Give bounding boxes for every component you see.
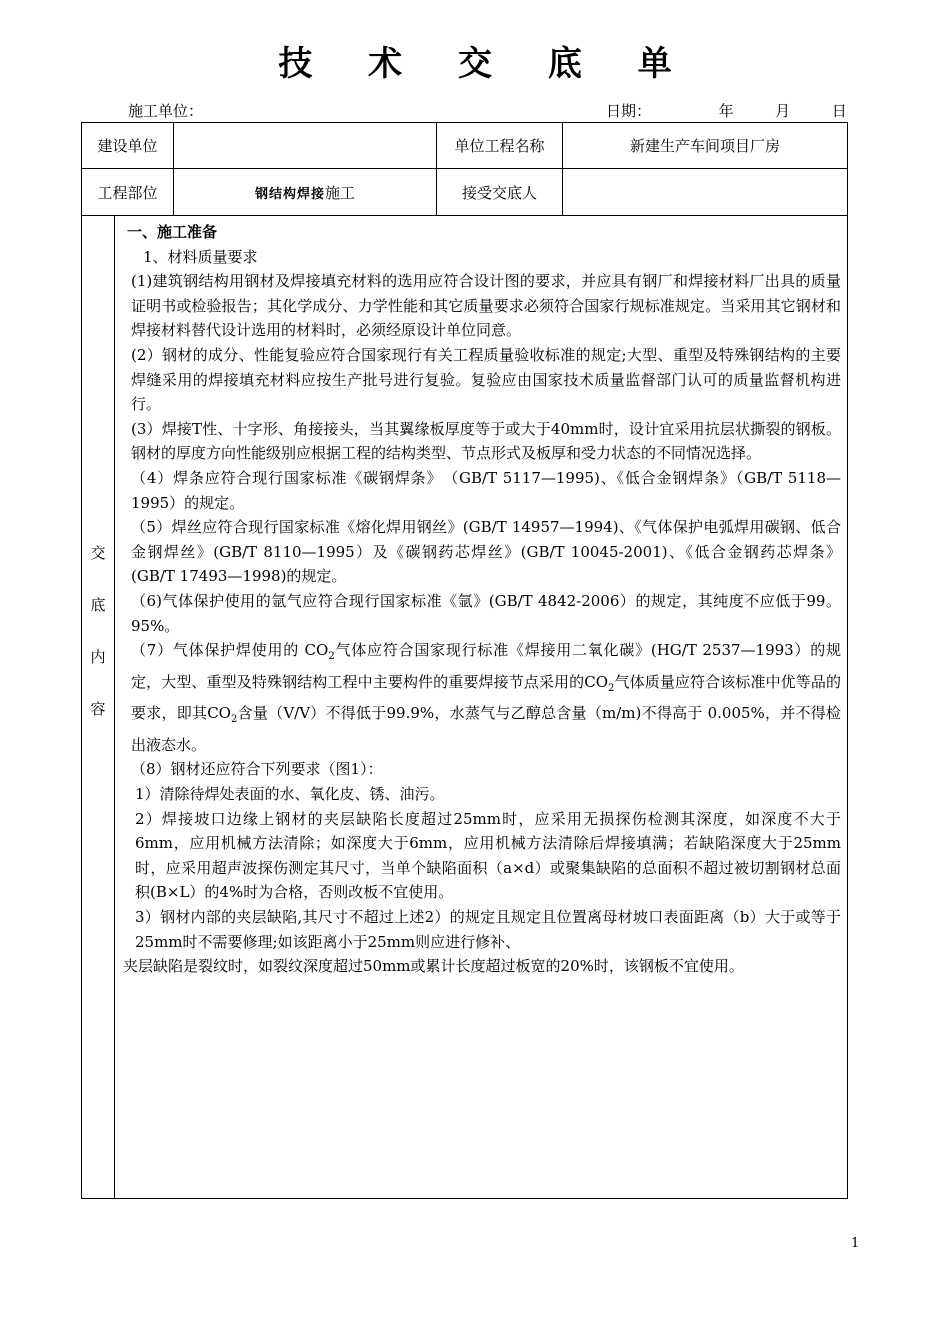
side-char: 容 xyxy=(90,700,106,718)
month-label: 月 xyxy=(775,102,791,120)
document-title: 技 术 交 底 单 xyxy=(278,44,694,84)
project-name-value[interactable]: 新建生产车间项目厂房 xyxy=(563,123,848,169)
text-run: 含量（V/V）不得低于99.9%，水蒸气与乙醇总含量（m/m)不得高于 0.005%，并不得检出液态水。 xyxy=(131,704,841,754)
paragraph: （5）焊丝应符合现行国家标准《熔化焊用钢丝》(GB/T 14957—1994)、《气体保护电弧焊用碳钢、低合金钢焊丝》(GB/T 8110—1995）及《碳钢药芯焊丝》(GB/T 10045-2001)、《低合金钢药芯焊条》(GB/T 17493—1998)的规定。 xyxy=(131,518,842,586)
disclosure-table xyxy=(81,122,848,1199)
day-label: 日 xyxy=(831,102,847,120)
paragraph-co2 xyxy=(123,638,841,757)
text-run: 气体质量应符合该标准中优等品的要求，即其CO xyxy=(131,672,842,723)
side-char: 底 xyxy=(90,596,106,614)
paragraph: (1)建筑钢结构用钢材及焊接填充材料的选用应符合设计图的要求，并应具有钢厂和焊接材料厂出具的质量证明书或检验报告；其化学成分、力学性能和其它质量要求必须符合国家行规标准规定。当采用其它钢材和焊接材料替代设计选用的材料时，必须经原设计单位同意。 xyxy=(131,272,842,340)
subscript: 2 xyxy=(608,682,615,694)
year-label: 年 xyxy=(718,102,734,120)
project-part-rest: 施工 xyxy=(325,183,356,202)
subsection-heading: 1、材料质量要求 xyxy=(143,247,258,266)
project-part-label: 工程部位 xyxy=(82,169,174,216)
build-unit-label: 建设单位 xyxy=(82,123,174,169)
construction-unit-label: 施工单位： xyxy=(128,102,204,120)
date-label: 日期： xyxy=(606,102,652,120)
subscript: 2 xyxy=(328,651,335,663)
section-heading: 一、施工准备 xyxy=(127,223,218,241)
paragraph: 2）焊接坡口边缘上钢材的夹层缺陷长度超过25mm时，应采用无损探伤检测其深度，如深度不大于6mm，应用机械方法清除；如深度大于6mm，应用机械方法清除后焊接填满；若缺陷深度大于25mm时，应采用超声波探伤测定其尺寸，当单个缺陷面积（a×d）或聚集缺陷的总面积不超过被切割钢材总面积(B×L）的4%时为合格，否则改板不宜使用。 xyxy=(135,809,842,902)
project-part-emphasis: 钢结构焊接 xyxy=(255,186,326,202)
project-part-value[interactable] xyxy=(174,169,437,216)
text-run: （7）气体保护焊使用的 CO xyxy=(131,641,329,660)
disclosure-content-side-label xyxy=(82,216,115,1199)
paragraph: (3）焊接T性、十字形、角接接头，当其翼缘板厚度等于或大于40mm时，设计宜采用抗层状撕裂的钢板。钢材的厚度方向性能级别应根据工程的结构类型、节点形式及板厚和受力状态的不同情况选择。 xyxy=(131,419,842,463)
side-char: 内 xyxy=(90,648,106,666)
subscript: 2 xyxy=(230,714,238,726)
paragraph: 3）钢材内部的夹层缺陷,其尺寸不超过上述2）的规定且规定且位置离母材坡口表面距离（b）大于或等于25mm时不需要修理;如该距离小于25mm则应进行修补、 xyxy=(135,908,842,951)
paragraph: (2）钢材的成分、性能复验应符合国家现行有关工程质量验收标准的规定;大型、重型及特殊钢结构的主要焊缝采用的焊接填充材料应按生产批号进行复验。复验应由国家技术质量监督部门认可的质量监督机构进行。 xyxy=(131,345,842,414)
date-line xyxy=(606,100,847,121)
paragraph: （8）钢材还应符合下列要求（图1）： xyxy=(131,760,383,779)
text-run: 气体应符合国家现行标准《焊接用二氧化碳》(HG/T 2537—1993）的规定，大型、重型及特殊钢结构工程中主要构件的重要焊接节点采用的CO xyxy=(131,641,842,691)
side-char: 交 xyxy=(90,544,106,562)
paragraph: 夹层缺陷是裂纹时，如裂纹深度超过50mm或累计长度超过板宽的20%时，该钢板不宜使用。 xyxy=(123,957,744,976)
build-unit-value[interactable] xyxy=(174,123,437,169)
paragraph: 1）清除待焊处表面的水、氧化皮、锈、油污。 xyxy=(135,785,445,804)
receiver-value[interactable] xyxy=(563,169,848,216)
disclosure-content xyxy=(115,216,848,1199)
page-number: 1 xyxy=(851,1236,860,1251)
receiver-label: 接受交底人 xyxy=(437,169,563,216)
project-name-label: 单位工程名称 xyxy=(437,123,563,169)
paragraph: （6)气体保护使用的氩气应符合现行国家标准《氩》(GB/T 4842-2006）的规定，其纯度不应低于99。95%。 xyxy=(131,591,842,635)
paragraph: （4）焊条应符合现行国家标准《碳钢焊条》 （GB/T 5117—1995)、《低合金钢焊条》（GB/T 5118—1995）的规定。 xyxy=(131,468,842,512)
